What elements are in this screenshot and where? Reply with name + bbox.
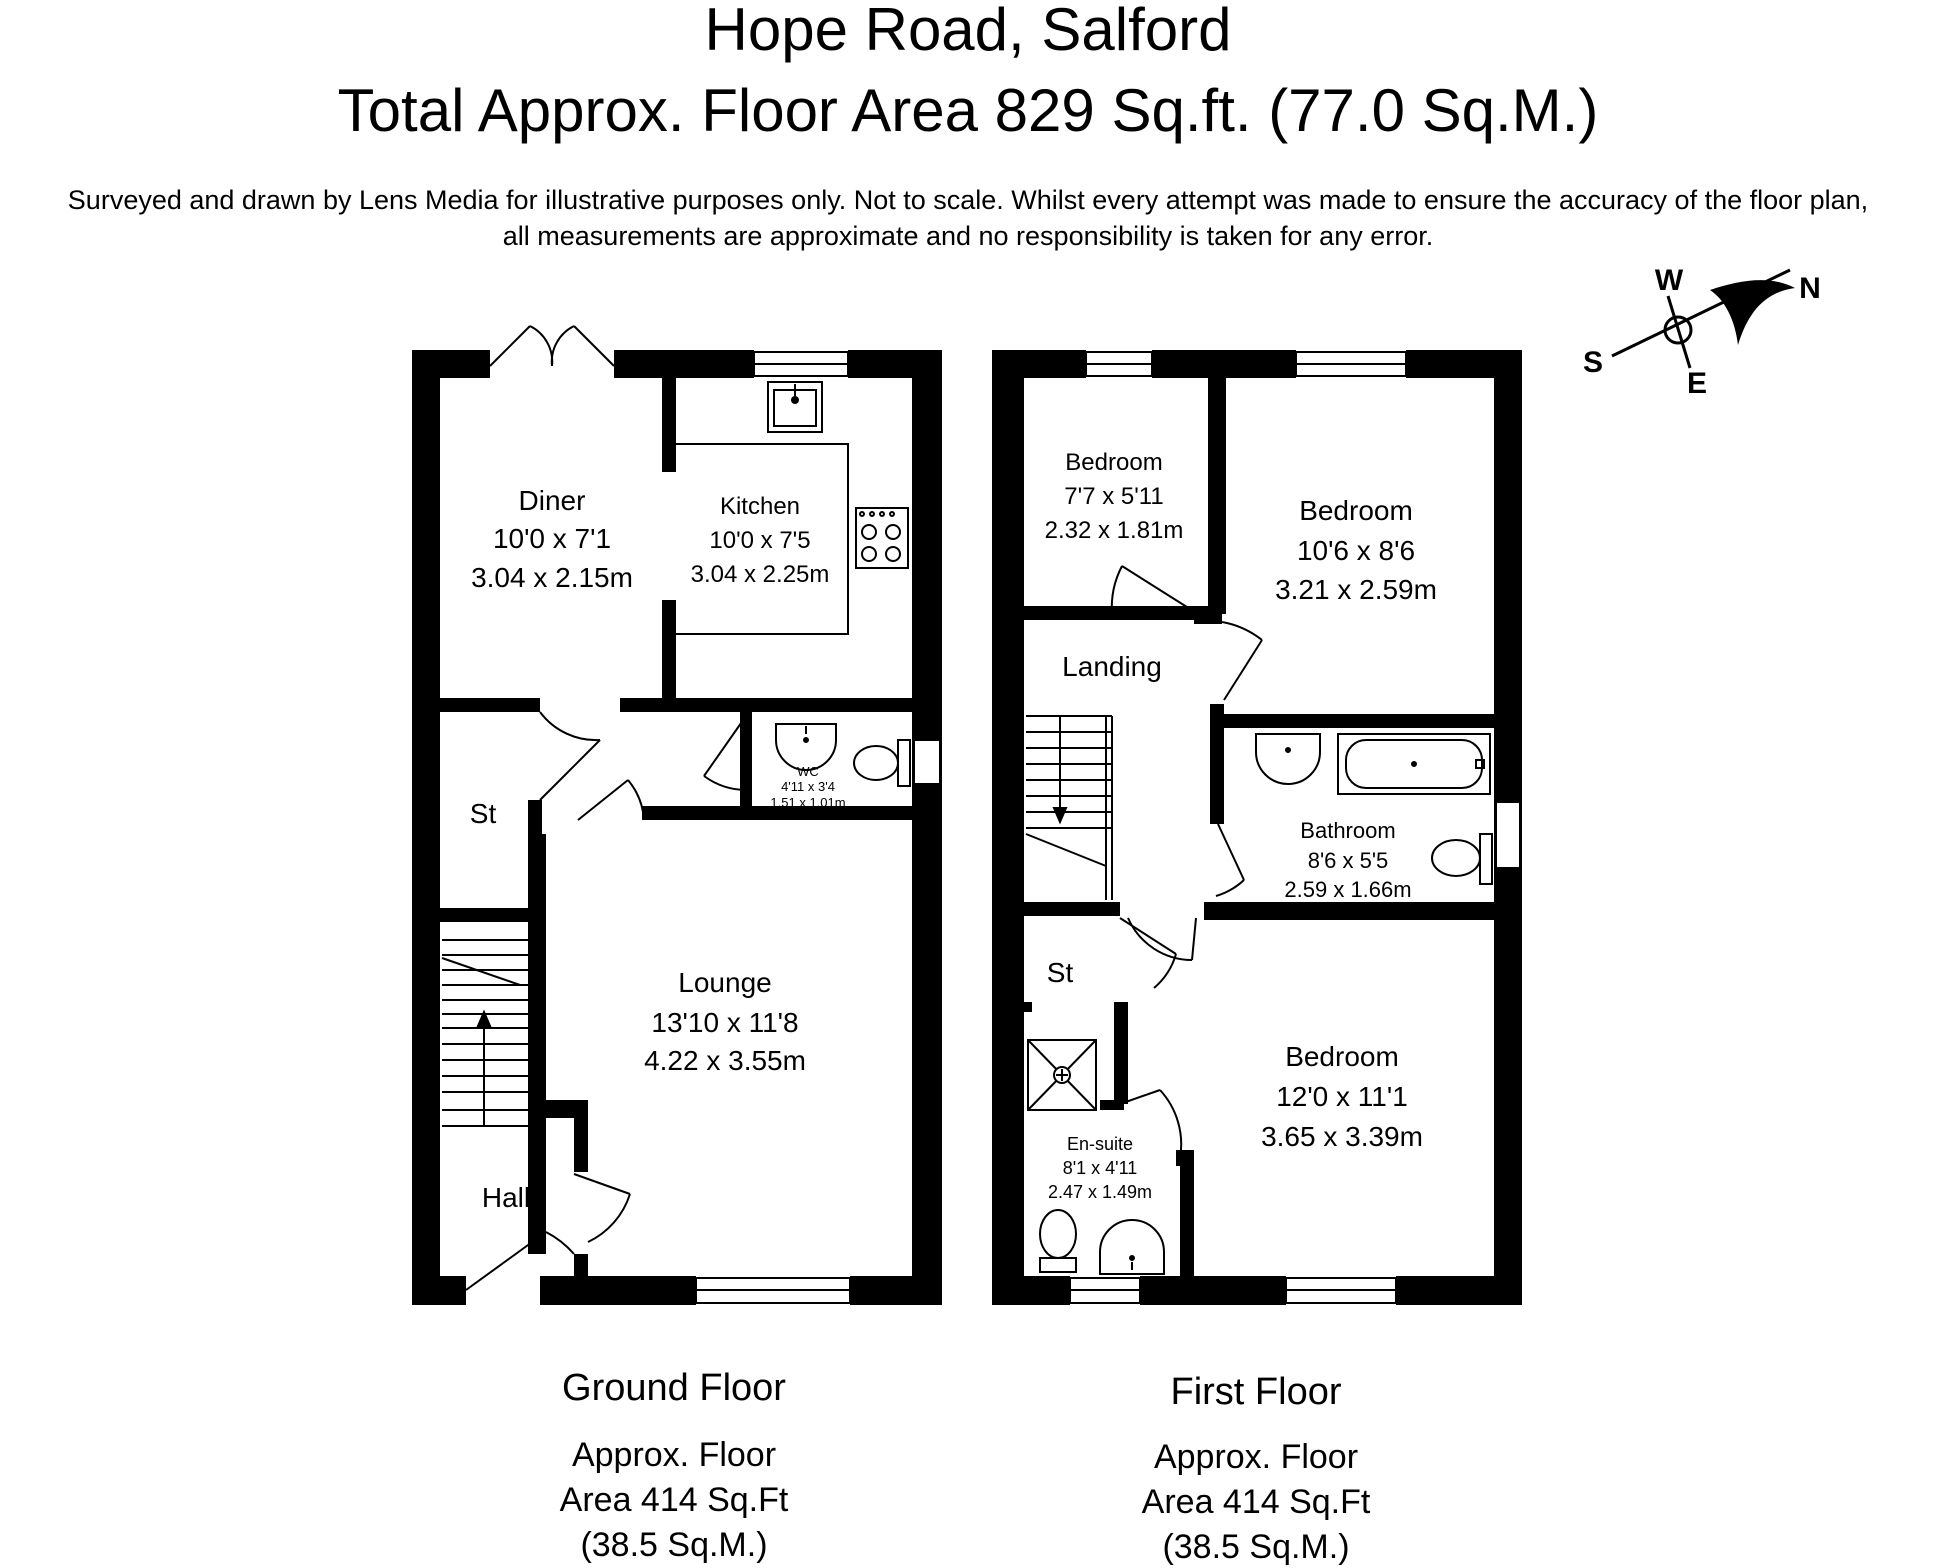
room-name-first-store: St	[1046, 957, 1074, 988]
first-floor-area-line-3: (38.5 Sq.M.)	[1162, 1528, 1350, 1566]
ground-french-doors	[490, 326, 614, 366]
room-imperial-lounge: 13'10 x 11'8	[651, 1007, 799, 1038]
room-imperial-kitchen: 10'0 x 7'5	[709, 527, 811, 554]
room-metric-kitchen: 3.04 x 2.25m	[690, 561, 830, 588]
room-name-bedroom-small: Bedroom	[1065, 449, 1163, 476]
total-floor-area: Total Approx. Floor Area 829 Sq.ft. (77.0 Sq.M.)	[337, 77, 1599, 144]
first-floor-area-line-2: Area 414 Sq.Ft	[1141, 1483, 1371, 1521]
kitchen-sink-icon	[768, 382, 822, 432]
room-imperial-bathroom: 8'6 x 5'5	[1307, 848, 1389, 873]
disclaimer-line-2: all measurements are approximate and no responsibility is taken for any error.	[502, 221, 1434, 251]
room-metric-bathroom: 2.59 x 1.66m	[1284, 877, 1412, 902]
compass-w-label: W	[1654, 264, 1684, 297]
first-floor-area-line-1: Approx. Floor	[1153, 1438, 1359, 1476]
room-imperial-diner: 10'0 x 7'1	[492, 523, 612, 554]
compass-e-label: E	[1686, 367, 1708, 400]
floor-captions	[560, 1367, 1371, 1566]
first-floor-title: First Floor	[1170, 1371, 1342, 1413]
bathroom-basin-icon	[1256, 734, 1320, 784]
ground-lounge-door	[578, 780, 644, 820]
room-name-landing: Landing	[1062, 651, 1162, 682]
room-metric-ensuite: 2.47 x 1.49m	[1047, 1182, 1153, 1202]
room-imperial-bedroom-main: 12'0 x 11'1	[1276, 1081, 1408, 1112]
ensuite-toilet-icon	[1040, 1210, 1076, 1272]
room-name-bedroom-main: Bedroom	[1285, 1041, 1399, 1072]
room-name-diner: Diner	[518, 485, 586, 516]
room-imperial-bedroom-two: 10'6 x 8'6	[1296, 535, 1416, 566]
ground-stairs-icon	[442, 940, 528, 1126]
compass-icon	[1583, 264, 1821, 400]
ground-floor-area-line-1: Approx. Floor	[571, 1436, 777, 1474]
ground-floor-area-line-2: Area 414 Sq.Ft	[559, 1481, 789, 1519]
room-metric-lounge: 4.22 x 3.55m	[644, 1045, 806, 1076]
hob-icon	[856, 508, 908, 568]
room-name-bathroom: Bathroom	[1300, 818, 1396, 843]
wc-toilet-icon	[854, 740, 910, 786]
ground-wc-door	[704, 716, 746, 790]
room-name-kitchen: Kitchen	[719, 493, 801, 520]
room-metric-bedroom-two: 3.21 x 2.59m	[1275, 574, 1437, 605]
first-floor-plan	[992, 350, 1522, 1305]
ground-internal-walls	[440, 378, 912, 1276]
room-name-bedroom-two: Bedroom	[1299, 495, 1413, 526]
room-name-hall: Hall	[481, 1182, 531, 1213]
room-imperial-ensuite: 8'1 x 4'11	[1062, 1158, 1138, 1178]
room-metric-bedroom-small: 2.32 x 1.81m	[1044, 517, 1184, 544]
ensuite-basin-icon	[1100, 1220, 1164, 1274]
compass-n-label: N	[1799, 272, 1821, 305]
room-name-ground-store: St	[469, 798, 497, 829]
disclaimer-line-1: Surveyed and drawn by Lens Media for illustrative purposes only. Not to scale. Whilst every attempt was made to ensure the accuracy of the floor plan,	[67, 185, 1869, 215]
ground-room-labels	[470, 485, 846, 1213]
ground-floor-plan	[412, 326, 942, 1305]
room-metric-bedroom-main: 3.65 x 3.39m	[1261, 1121, 1423, 1152]
plan-title: Hope Road, Salford	[704, 0, 1232, 63]
room-name-ensuite: En-suite	[1066, 1134, 1134, 1154]
room-imperial-bedroom-small: 7'7 x 5'11	[1064, 483, 1164, 510]
ground-store-door	[540, 712, 600, 800]
room-metric-wc: 1.51 x 1.01m	[770, 795, 846, 810]
bathroom-toilet-icon	[1432, 834, 1492, 884]
shower-tray-icon	[1028, 1040, 1096, 1110]
room-name-wc: WC	[797, 764, 819, 779]
ground-floor-title: Ground Floor	[562, 1367, 786, 1409]
room-imperial-wc: 4'11 x 3'4	[781, 779, 835, 794]
room-metric-diner: 3.04 x 2.15m	[471, 562, 633, 593]
bath-icon	[1338, 734, 1490, 794]
first-stairs-icon	[1026, 716, 1112, 900]
ground-floor-area-line-3: (38.5 Sq.M.)	[580, 1526, 768, 1564]
compass-s-label: S	[1582, 346, 1604, 379]
first-room-labels	[1045, 449, 1437, 1202]
room-name-lounge: Lounge	[678, 967, 772, 998]
